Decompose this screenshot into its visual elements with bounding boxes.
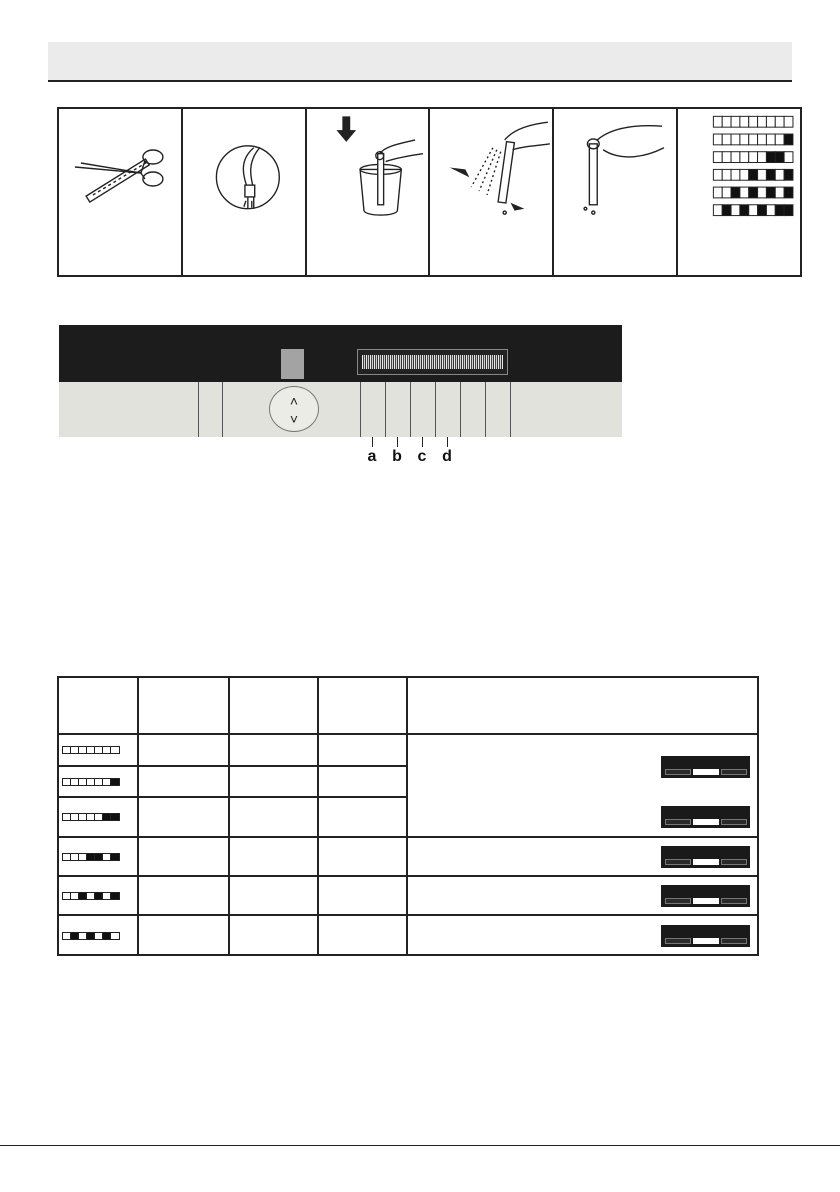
strip-square [71, 779, 79, 785]
table-row [59, 916, 757, 956]
chevron-up-icon[interactable]: ˄ [289, 393, 299, 409]
chart-square [775, 134, 784, 145]
panel-divider [410, 382, 411, 437]
chart-square [784, 152, 793, 163]
display-segment [665, 898, 691, 904]
chart-square [740, 134, 749, 145]
step-shake-strip-panel [430, 109, 554, 275]
chart-square [731, 169, 740, 180]
strip-square [79, 854, 87, 860]
chart-square [731, 205, 740, 216]
table-cell [408, 916, 757, 956]
display-segment [693, 898, 719, 904]
display-segment [665, 859, 691, 865]
chart-square [722, 187, 731, 198]
strip-square [87, 893, 95, 899]
panel-divider [385, 382, 386, 437]
chart-square [714, 134, 723, 145]
display-segment [665, 819, 691, 825]
strip-square [111, 854, 119, 860]
chart-square [784, 205, 793, 216]
table-cell [139, 916, 230, 956]
strip-square [95, 933, 103, 939]
strip-square [111, 893, 119, 899]
chart-square [740, 152, 749, 163]
test-strip-pattern [62, 853, 120, 861]
label-d: d [442, 448, 452, 465]
label-b-pointer [397, 437, 398, 447]
chart-square [722, 169, 731, 180]
display-segment [693, 819, 719, 825]
panel-divider [222, 382, 223, 437]
strip-square [63, 747, 71, 753]
chart-square [749, 187, 758, 198]
label-b: b [392, 448, 402, 465]
table-cell [319, 838, 408, 875]
table-row [59, 735, 757, 767]
chart-square [714, 187, 723, 198]
display-segment [721, 938, 747, 944]
strip-square [87, 779, 95, 785]
chart-square [767, 187, 776, 198]
chart-square [758, 134, 767, 145]
strip-square [79, 779, 87, 785]
table-cell [139, 798, 230, 836]
table-cell [59, 838, 139, 875]
chart-square [740, 187, 749, 198]
table-row [59, 798, 757, 838]
chart-square [731, 187, 740, 198]
chart-square [714, 152, 723, 163]
chart-square [758, 187, 767, 198]
strip-square [95, 854, 103, 860]
strip-square [103, 933, 111, 939]
strip-square [95, 893, 103, 899]
table-cell [319, 798, 408, 836]
chart-square [749, 152, 758, 163]
display-segment [665, 769, 691, 775]
chart-square [714, 169, 723, 180]
strip-square [71, 933, 79, 939]
display-segment [721, 769, 747, 775]
strip-square [103, 893, 111, 899]
display-segment [721, 859, 747, 865]
strip-square [63, 854, 71, 860]
chart-square [767, 205, 776, 216]
strip-square [79, 814, 87, 820]
shake-off-strip-icon [430, 109, 552, 275]
panel-divider [510, 382, 511, 437]
step-cut-strip-panel [59, 109, 183, 275]
step-compare-chart-panel [678, 109, 800, 275]
chart-square [758, 169, 767, 180]
chart-square [784, 169, 793, 180]
test-strip-pattern [62, 813, 120, 821]
strip-square [103, 814, 111, 820]
table-cell [408, 877, 757, 914]
table-cell [319, 877, 408, 914]
chart-square [749, 205, 758, 216]
strip-square [95, 747, 103, 753]
strip-square [103, 854, 111, 860]
strip-square [63, 933, 71, 939]
chart-square [714, 205, 723, 216]
chart-square [731, 134, 740, 145]
table-cell [59, 735, 139, 765]
table-cell [59, 877, 139, 914]
display-segment [693, 938, 719, 944]
chart-square [784, 187, 793, 198]
label-a-pointer [372, 437, 373, 447]
table-header-cell [59, 678, 139, 733]
chart-square [767, 116, 776, 127]
chart-square [722, 116, 731, 127]
panel-divider [360, 382, 361, 437]
section-header-bar [48, 42, 792, 82]
strip-square [87, 854, 95, 860]
strip-square [95, 779, 103, 785]
table-cell [319, 735, 408, 765]
display-segment [721, 819, 747, 825]
chart-square [775, 152, 784, 163]
table-cell [408, 838, 757, 875]
footer-text [0, 1180, 420, 1192]
strip-square [71, 893, 79, 899]
chart-square [758, 152, 767, 163]
chart-square [740, 116, 749, 127]
wait-strip-drip-icon [554, 109, 676, 275]
chart-square [784, 116, 793, 127]
table-cell [230, 916, 319, 956]
strip-square [103, 747, 111, 753]
table-cell [230, 838, 319, 875]
strip-square [103, 779, 111, 785]
table-cell [139, 767, 230, 796]
chart-square [775, 205, 784, 216]
table-cell [230, 735, 319, 765]
chart-square [758, 116, 767, 127]
strip-square [79, 933, 87, 939]
display-segment [665, 938, 691, 944]
table-header-cell [230, 678, 319, 733]
strip-square [87, 747, 95, 753]
table-cell [230, 767, 319, 796]
scissors-and-test-strip-icon [59, 109, 181, 275]
strip-square [87, 814, 95, 820]
strip-square [111, 747, 119, 753]
label-c-pointer [422, 437, 423, 447]
chart-square [775, 169, 784, 180]
chart-square [775, 187, 784, 198]
strip-square [111, 779, 119, 785]
chart-square [722, 134, 731, 145]
setting-display-icon [661, 806, 750, 828]
strip-square [63, 779, 71, 785]
table-header-cell [139, 678, 230, 733]
chart-square [767, 152, 776, 163]
strip-square [71, 747, 79, 753]
setting-display-icon [661, 925, 750, 947]
footer-divider [0, 1145, 840, 1146]
chart-square [775, 116, 784, 127]
step-dip-strip-panel [307, 109, 431, 275]
table-cell [139, 877, 230, 914]
chart-square [767, 169, 776, 180]
step-rinse-strip-panel [183, 109, 307, 275]
table-cell [319, 916, 408, 956]
test-strip-pattern [62, 932, 120, 940]
display-segment-strip [362, 355, 503, 369]
chart-square [722, 152, 731, 163]
table-cell [319, 767, 408, 796]
table-cell [408, 798, 757, 836]
strip-square [79, 893, 87, 899]
table-header-cell [319, 678, 408, 733]
water-hardness-table [57, 676, 759, 956]
strip-square [63, 814, 71, 820]
chart-square [714, 116, 723, 127]
program-selector-dial[interactable] [269, 386, 319, 432]
table-header-cell [408, 678, 757, 733]
panel-divider [460, 382, 461, 437]
chart-square [784, 134, 793, 145]
test-strip-pattern [62, 746, 120, 754]
appliance-control-panel [59, 325, 622, 437]
chart-square [722, 205, 731, 216]
display-segment [721, 898, 747, 904]
panel-divider [198, 382, 199, 437]
chart-square [758, 205, 767, 216]
chevron-down-icon[interactable]: ˅ [289, 411, 299, 427]
table-cell [139, 735, 230, 765]
table-header-row [59, 678, 757, 735]
strip-square [111, 933, 119, 939]
strip-square [71, 814, 79, 820]
setting-display-icon [661, 846, 750, 868]
strip-square [95, 814, 103, 820]
table-cell [230, 798, 319, 836]
display-segment [693, 859, 719, 865]
table-cell [59, 916, 139, 956]
test-strip-pattern [62, 892, 120, 900]
chart-square [740, 169, 749, 180]
water-flowing-over-strip-icon [183, 109, 305, 275]
strip-square [79, 747, 87, 753]
strip-square [63, 893, 71, 899]
table-cell [139, 838, 230, 875]
chart-square [740, 205, 749, 216]
test-strip-pattern [62, 778, 120, 786]
chart-square [767, 134, 776, 145]
chart-square [731, 116, 740, 127]
test-strip-instructions [57, 107, 802, 277]
strip-square [111, 814, 119, 820]
strip-square [71, 854, 79, 860]
panel-divider [485, 382, 486, 437]
label-c: c [417, 448, 427, 465]
hardness-level-chart-icon [678, 109, 800, 275]
setting-display-icon [661, 885, 750, 907]
panel-divider [435, 382, 436, 437]
step-wait-strip-panel [554, 109, 678, 275]
strip-square [87, 933, 95, 939]
table-cell [408, 735, 757, 798]
control-panel-display [357, 349, 508, 375]
chart-square [731, 152, 740, 163]
chart-square [749, 134, 758, 145]
table-row [59, 877, 757, 916]
table-cell [230, 877, 319, 914]
display-segment [693, 769, 719, 775]
label-d-pointer [447, 437, 448, 447]
setting-display-icon [661, 756, 750, 778]
table-cell [59, 798, 139, 836]
table-cell [59, 767, 139, 796]
control-panel-top [59, 325, 622, 382]
chart-square [749, 169, 758, 180]
label-a: a [367, 448, 377, 465]
table-row [59, 838, 757, 877]
strip-dipped-in-glass-icon [307, 109, 429, 275]
control-panel-bottom [59, 382, 622, 437]
indicator-square [281, 349, 304, 379]
chart-square [749, 116, 758, 127]
